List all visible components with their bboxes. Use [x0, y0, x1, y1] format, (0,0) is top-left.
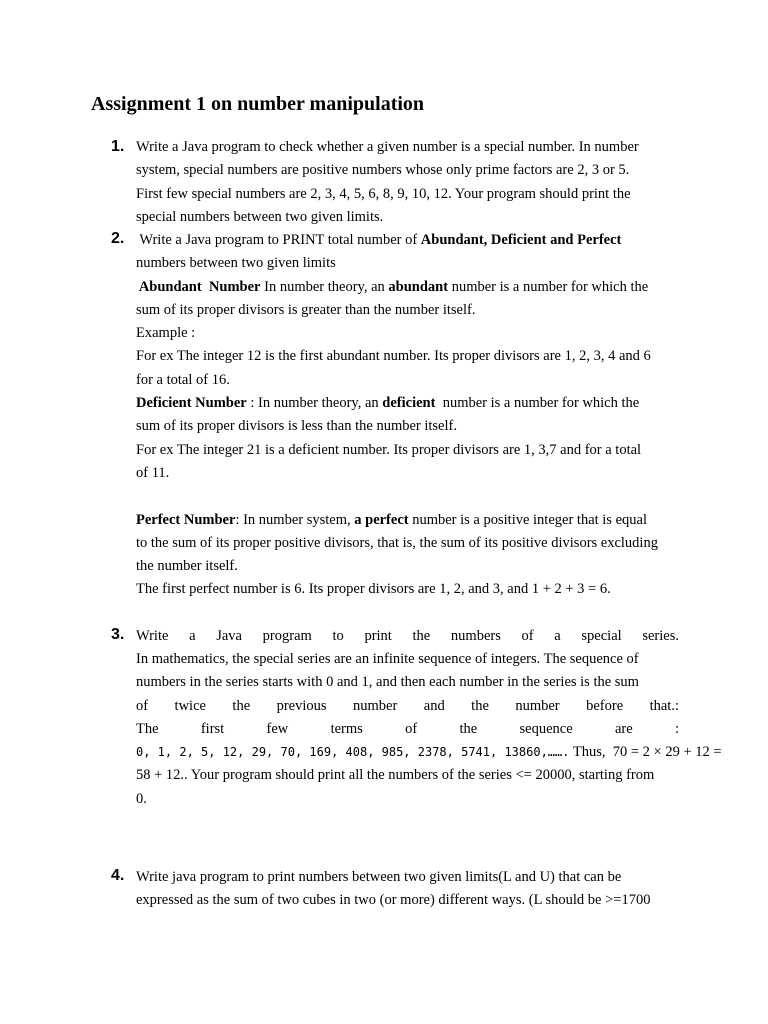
perfect-definition-2: to the sum of its proper positive divisors, that is, the sum of its positive divisors excluding: [136, 535, 658, 551]
q1-line-4: special numbers between two given limits.: [136, 209, 384, 225]
q2-line-2: numbers between two given limits: [136, 255, 336, 271]
q3-line-7: 58 + 12.. Your program should print all the numbers of the series <= 20000, starting from: [136, 767, 655, 783]
series-terms: 0, 1, 2, 5, 12, 29, 70, 169, 408, 985, 2378, 5741, 13860,……. Thus, 70 = 2 × 29 + 12 =: [136, 744, 722, 760]
abundant-definition: Abundant Number In number theory, an abundant number is a number for which the: [136, 279, 649, 295]
q3-line-5: The first few terms of the sequence are :: [136, 721, 679, 737]
question-number-3: 3.: [111, 626, 125, 643]
deficient-example-1: For ex The integer 21 is a deficient number. Its proper divisors are 1, 3,7 and for a total: [136, 442, 642, 458]
perfect-definition: Perfect Number: In number system, a perfect number is a positive integer that is equal: [136, 512, 647, 528]
deficient-definition: Deficient Number : In number theory, an deficient number is a number for which the: [136, 395, 640, 411]
deficient-definition-2: sum of its proper divisors is less than the number itself.: [136, 418, 457, 434]
q3-line-4: of twice the previous number and the number before that.:: [136, 698, 679, 714]
q4-line-2: expressed as the sum of two cubes in two (or more) different ways. (L should be >=1700: [136, 892, 651, 908]
abundant-definition-2: sum of its proper divisors is greater than the number itself.: [136, 302, 476, 318]
q3-line-2: In mathematics, the special series are an infinite sequence of integers. The sequence of: [136, 651, 639, 667]
abundant-example-2: for a total of 16.: [136, 372, 230, 388]
page-title: Assignment 1 on number manipulation: [91, 93, 425, 115]
question-number-4: 4.: [111, 867, 125, 884]
q1-line-1: Write a Java program to check whether a given number is a special number. In number: [136, 139, 639, 155]
example-label: Example :: [136, 325, 196, 341]
q3-line-1: Write a Java program to print the numbers of a special series.: [136, 628, 679, 644]
q3-line-3: numbers in the series starts with 0 and 1, and then each number in the series is the sum: [136, 674, 639, 690]
q2-line-1: Write a Java program to PRINT total number of Abundant, Deficient and Perfect: [136, 232, 622, 248]
q1-line-2: system, special numbers are positive numbers whose only prime factors are 2, 3 or 5.: [136, 162, 630, 178]
q3-line-8: 0.: [136, 791, 147, 807]
q1-line-3: First few special numbers are 2, 3, 4, 5, 6, 8, 9, 10, 12. Your program should print the: [136, 186, 631, 202]
question-number-2: 2.: [111, 230, 125, 247]
perfect-example: The first perfect number is 6. Its proper divisors are 1, 2, and 3, and 1 + 2 + 3 = 6.: [136, 581, 611, 597]
abundant-example-1: For ex The integer 12 is the first abundant number. Its proper divisors are 1, 2, 3, 4 and 6: [136, 348, 651, 364]
perfect-definition-3: the number itself.: [136, 558, 238, 574]
q4-line-1: Write java program to print numbers between two given limits(L and U) that can be: [136, 869, 622, 885]
question-number-1: 1.: [111, 138, 125, 155]
deficient-example-2: of 11.: [136, 465, 170, 481]
